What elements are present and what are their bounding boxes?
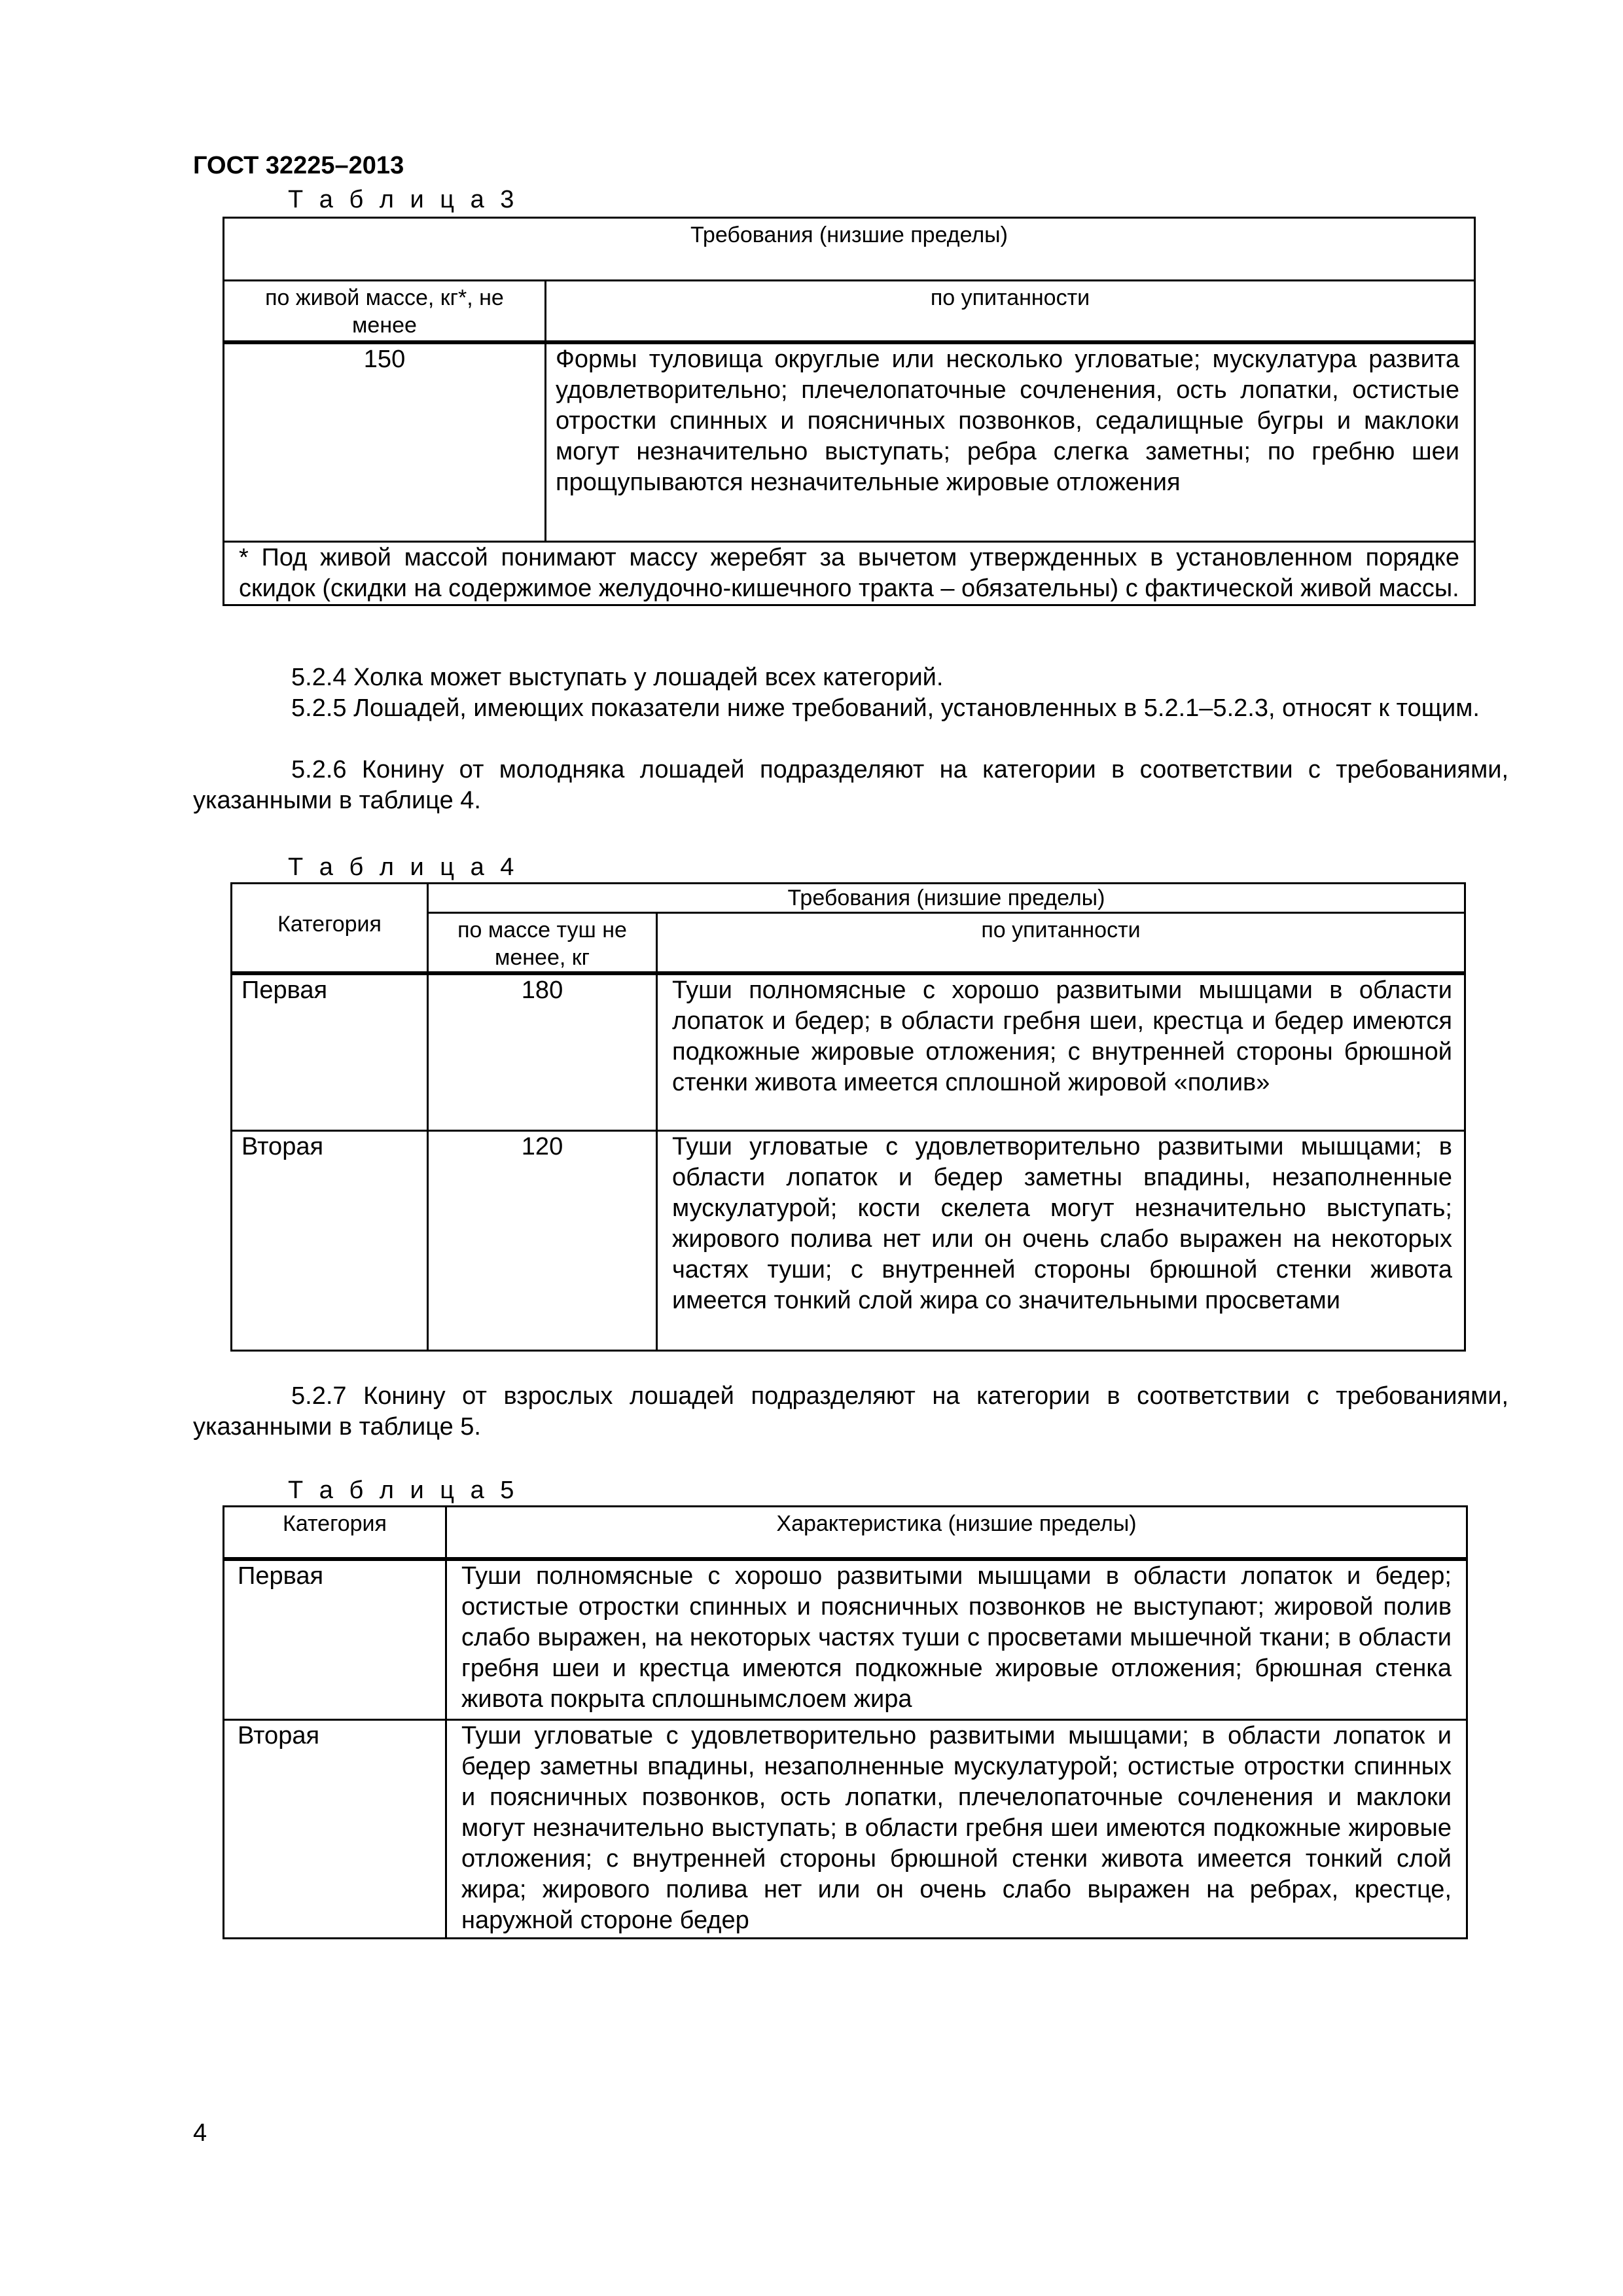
table4-row-category: Первая xyxy=(232,973,428,1130)
table4-col-mass: по массе туш не менее, кг xyxy=(428,913,657,974)
table3-col-weight: по живой массе, кг*, не менее xyxy=(224,281,546,342)
table3 xyxy=(223,217,1476,606)
table4-row-fatness: Туши угловатые с удовлетворительно развитыми мышцами; в области лопаток и бедер заметны впадины, незаполненные мускулатурой; кости скелета могут незначительно выступать; жирового полива нет или он очень слабо выражен на некоторых частях туши; с внутренней стороны брюшной стенки живота имеется тонкий слой жира со значительными просветами xyxy=(657,1130,1465,1350)
paragraph-5-2-7: 5.2.7 Конину от взрослых лошадей подразделяют на категории в соответствии с требованиями, указанными в таблице 5. xyxy=(193,1382,1508,1441)
page-number: 4 xyxy=(193,2119,207,2147)
table4-row-fatness: Туши полномясные с хорошо развитыми мышцами в области лопаток и бедер; в области гребня шеи, крестца и бедер имеются подкожные жировые отложения; с внутренней стороны брюшной стенки живота имеется сплошной жировой «полив» xyxy=(657,973,1465,1130)
table5-row-text: Туши угловатые с удовлетворительно развитыми мышцами; в области лопаток и бедер заметны впадины, незаполненные мускулатурой; остистые отростки спинных и поясничных позвонков, ость лопатки, плечелопаточные сочленения и маклоки могут незначительно выступать; в области гребня шеи имеются подкожные жировые отложения; с внутренней стороны брюшной стенки живота имеется тонкий слой жира; жирового полива нет или он очень слабо выражен на ребрах, крестце, наружной стороне бедер xyxy=(446,1720,1467,1939)
table4 xyxy=(230,882,1466,1352)
table4-group-header: Требования (низшие пределы) xyxy=(428,884,1465,913)
table3-row-weight: 150 xyxy=(224,342,546,542)
paragraph-5-2-4: 5.2.4 Холка может выступать у лошадей всех категорий. xyxy=(291,664,944,691)
table5 xyxy=(223,1505,1468,1939)
table4-col-fatness: по упитанности xyxy=(657,913,1465,974)
table4-row-mass: 120 xyxy=(428,1130,657,1350)
table5-row-category: Первая xyxy=(224,1559,446,1720)
table5-row-text: Туши полномясные с хорошо развитыми мышцами в области лопаток и бедер; остистые отростки спинных и поясничных позвонков не выступают; жировой полив слабо выражен, на некоторых частях туши с просветами мышечной ткани; в области гребня шеи и крестца имеются подкожные жировые отложения; брюшная стенка живота покрыта сплошнымслоем жира xyxy=(446,1559,1467,1720)
table3-group-header: Требования (низшие пределы) xyxy=(224,218,1475,281)
table3-footnote: * Под живой массой понимают массу жеребят за вычетом утвержденных в установленном порядке скидок (скидки на содержимое желудочно-кишечного тракта – обязательны) с фактической живой массы. xyxy=(224,542,1475,605)
paragraph-5-2-6: 5.2.6 Конину от молодняка лошадей подразделяют на категории в соответствии с требованиями, указанными в таблице 4. xyxy=(193,756,1508,814)
document-id: ГОСТ 32225–2013 xyxy=(193,152,404,179)
table5-row-category: Вторая xyxy=(224,1720,446,1939)
table4-row-category: Вторая xyxy=(232,1130,428,1350)
table4-col-category: Категория xyxy=(232,884,428,974)
paragraph-5-2-5: 5.2.5 Лошадей, имеющих показатели ниже требований, установленных в 5.2.1–5.2.3, относят к тощим. xyxy=(291,694,1480,722)
table4-caption: Т а б л и ц а 4 xyxy=(288,853,519,881)
table3-row-fatness: Формы туловища округлые или несколько угловатые; мускулатура развита удовлетворительно; плечелопаточные сочленения, ость лопатки, остистые отростки спинных и поясничных позвонков, седалищные бугры и маклоки могут незначительно выступать; ребра слегка заметны; по гребню шеи прощупываются незначительные жировые отложения xyxy=(546,342,1475,542)
table5-col-char: Характеристика (низшие пределы) xyxy=(446,1507,1467,1559)
table5-col-category: Категория xyxy=(224,1507,446,1559)
table4-row-mass: 180 xyxy=(428,973,657,1130)
table3-col-fatness: по упитанности xyxy=(546,281,1475,342)
table3-caption: Т а б л и ц а 3 xyxy=(288,186,519,213)
table5-caption: Т а б л и ц а 5 xyxy=(288,1477,519,1504)
